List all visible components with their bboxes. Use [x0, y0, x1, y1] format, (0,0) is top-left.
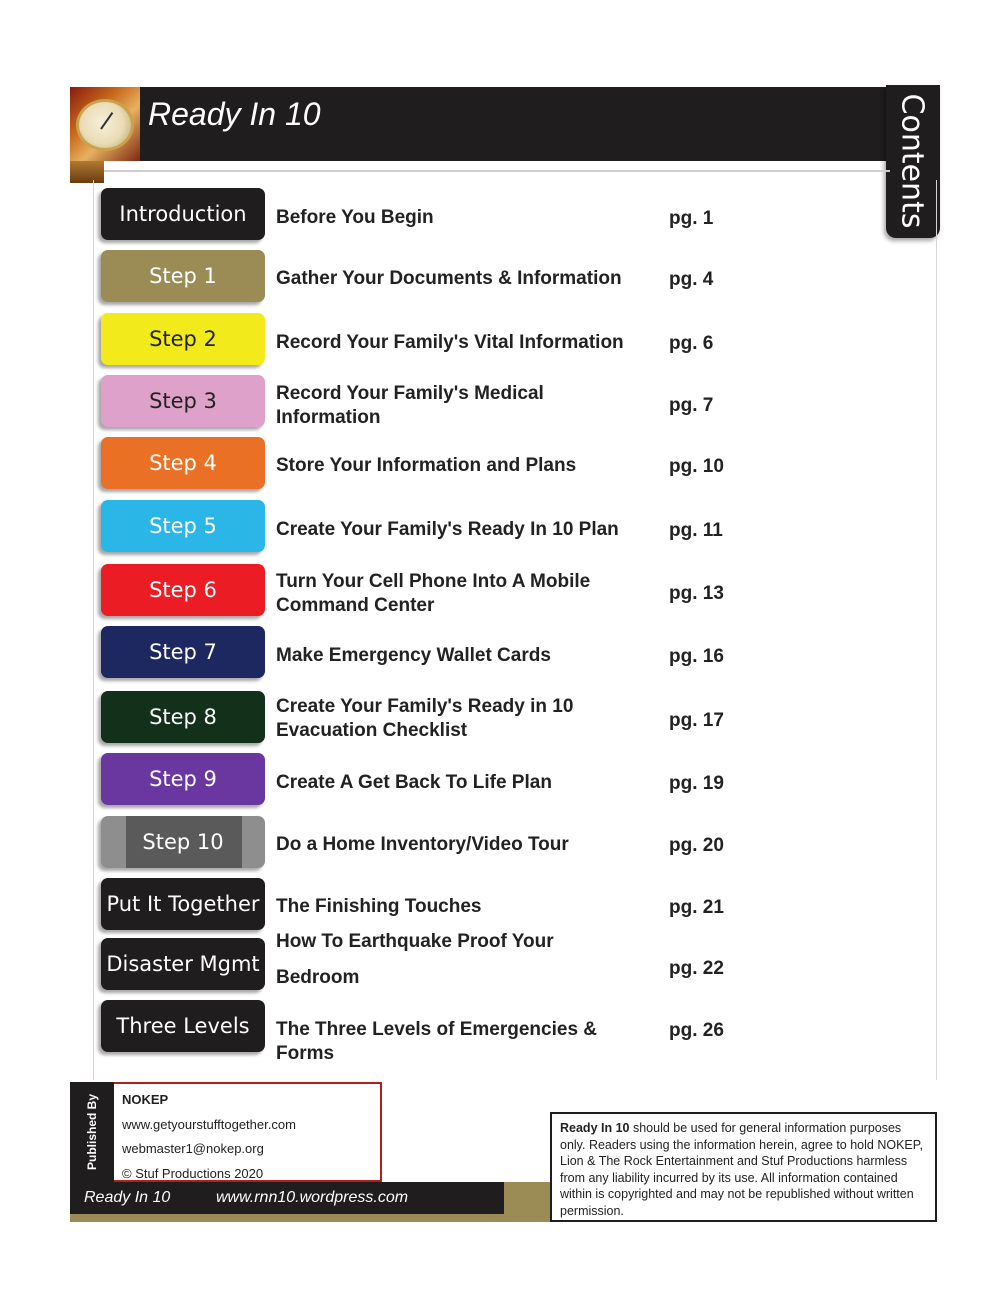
- toc-page-number: pg. 19: [669, 773, 724, 794]
- toc-tab-label: Step 8: [149, 705, 217, 729]
- toc-title[interactable]: Create Your Family's Ready In 10 Plan: [276, 519, 619, 540]
- toc-page-number: pg. 7: [669, 395, 714, 416]
- toc-tab-label: Disaster Mgmt: [106, 952, 260, 976]
- toc-title[interactable]: Bedroom: [276, 967, 360, 988]
- toc-tab-9[interactable]: [101, 691, 265, 743]
- toc-title[interactable]: Record Your Family's Vital Information: [276, 332, 624, 353]
- publisher-website-link[interactable]: www.getyourstufftogether.com: [122, 1117, 296, 1132]
- footer-accent: [504, 1182, 552, 1214]
- toc-tab-label: Step 3: [149, 389, 217, 413]
- toc-tab-label: Step 2: [149, 327, 217, 351]
- toc-tab-label: Step 10: [142, 830, 224, 854]
- contents-label: Contents: [894, 93, 930, 229]
- toc-title[interactable]: Forms: [276, 1043, 335, 1064]
- toc-tab-6[interactable]: [101, 500, 265, 552]
- toc-page-number: pg. 4: [669, 269, 714, 290]
- toc-title[interactable]: Do a Home Inventory/Video Tour: [276, 834, 569, 855]
- toc-tab-10[interactable]: [101, 753, 265, 805]
- toc-tab-label: Step 4: [149, 451, 217, 475]
- toc-page-number: pg. 22: [669, 958, 724, 979]
- toc-title[interactable]: Create A Get Back To Life Plan: [276, 772, 552, 793]
- stopwatch-logo-icon: [70, 87, 140, 161]
- toc-tab-2[interactable]: [101, 250, 265, 302]
- toc-page-number: pg. 11: [669, 520, 723, 541]
- toc-tab-4[interactable]: [101, 375, 265, 427]
- toc-title[interactable]: Gather Your Documents & Information: [276, 268, 622, 289]
- published-by-label: Published By: [85, 1093, 99, 1171]
- toc-page-number: pg. 26: [669, 1020, 724, 1041]
- toc-title[interactable]: Record Your Family's Medical: [276, 383, 544, 404]
- toc-tab-label: Step 6: [149, 578, 217, 602]
- toc-page-number: pg. 16: [669, 646, 724, 667]
- toc-title[interactable]: The Finishing Touches: [276, 896, 482, 917]
- toc-title[interactable]: The Three Levels of Emergencies &: [276, 1019, 598, 1040]
- toc-page-number: pg. 1: [669, 208, 714, 229]
- toc-tab-label: Step 5: [149, 514, 217, 538]
- toc-title[interactable]: Make Emergency Wallet Cards: [276, 645, 551, 666]
- toc-page-number: pg. 13: [669, 583, 724, 604]
- toc-title[interactable]: Information: [276, 407, 381, 428]
- footer-url-link[interactable]: www.rnn10.wordpress.com: [216, 1189, 409, 1206]
- header-divider: [104, 170, 890, 172]
- publisher-email-link[interactable]: webmaster1@nokep.org: [122, 1141, 264, 1156]
- toc-tab-1[interactable]: [101, 188, 265, 240]
- toc-tab-label: Step 7: [149, 640, 217, 664]
- publisher-box: [114, 1082, 382, 1182]
- toc-tab-13[interactable]: [101, 938, 265, 990]
- toc-title[interactable]: Before You Begin: [276, 207, 434, 228]
- disclaimer-text: should be used for general information purposes only. Readers using the information herein, agree to hold NOKEP, Lion & The Rock Entertainment and Stuf Productions harmless from any liability incurred by its use. All information contained within is copyrighted and may not be republished without written permission.: [560, 1121, 923, 1218]
- published-by-strip: [70, 1082, 115, 1182]
- toc-tab-label: Three Levels: [116, 1014, 250, 1038]
- toc-tab-label: Step 1: [149, 264, 217, 288]
- toc-title[interactable]: Command Center: [276, 595, 435, 616]
- publisher-copyright: © Stuf Productions 2020: [122, 1166, 264, 1181]
- toc-tab-5[interactable]: [101, 437, 265, 489]
- publisher-name: NOKEP: [122, 1092, 169, 1107]
- footer-underline: [70, 1214, 552, 1222]
- toc-tab-label: Introduction: [119, 202, 247, 226]
- toc-page-number: pg. 20: [669, 835, 724, 856]
- toc-page-number: pg. 6: [669, 333, 714, 354]
- toc-tab-3[interactable]: [101, 313, 265, 365]
- disclaimer-bold: Ready In 10: [560, 1121, 630, 1135]
- footer-title: Ready In 10: [84, 1189, 171, 1206]
- disclaimer-box: [550, 1112, 937, 1222]
- page-title: Ready In 10: [148, 96, 321, 132]
- toc-tab-12[interactable]: [101, 878, 265, 930]
- toc-tab-8[interactable]: [101, 626, 265, 678]
- toc-page-number: pg. 21: [669, 897, 724, 918]
- toc-title[interactable]: How To Earthquake Proof Your: [276, 931, 554, 952]
- toc-tab-7[interactable]: [101, 564, 265, 616]
- toc-tab-14[interactable]: [101, 1000, 265, 1052]
- toc-page-number: pg. 10: [669, 456, 724, 477]
- toc-title[interactable]: Evacuation Checklist: [276, 720, 468, 741]
- toc-title[interactable]: Create Your Family's Ready in 10: [276, 696, 574, 717]
- toc-title[interactable]: Store Your Information and Plans: [276, 455, 577, 476]
- toc-title[interactable]: Turn Your Cell Phone Into A Mobile: [276, 571, 591, 592]
- toc-page-number: pg. 17: [669, 710, 724, 731]
- toc-tab-label: Step 9: [149, 767, 217, 791]
- toc-tab-label: Put It Together: [106, 892, 260, 916]
- footer-bar: [70, 1182, 504, 1214]
